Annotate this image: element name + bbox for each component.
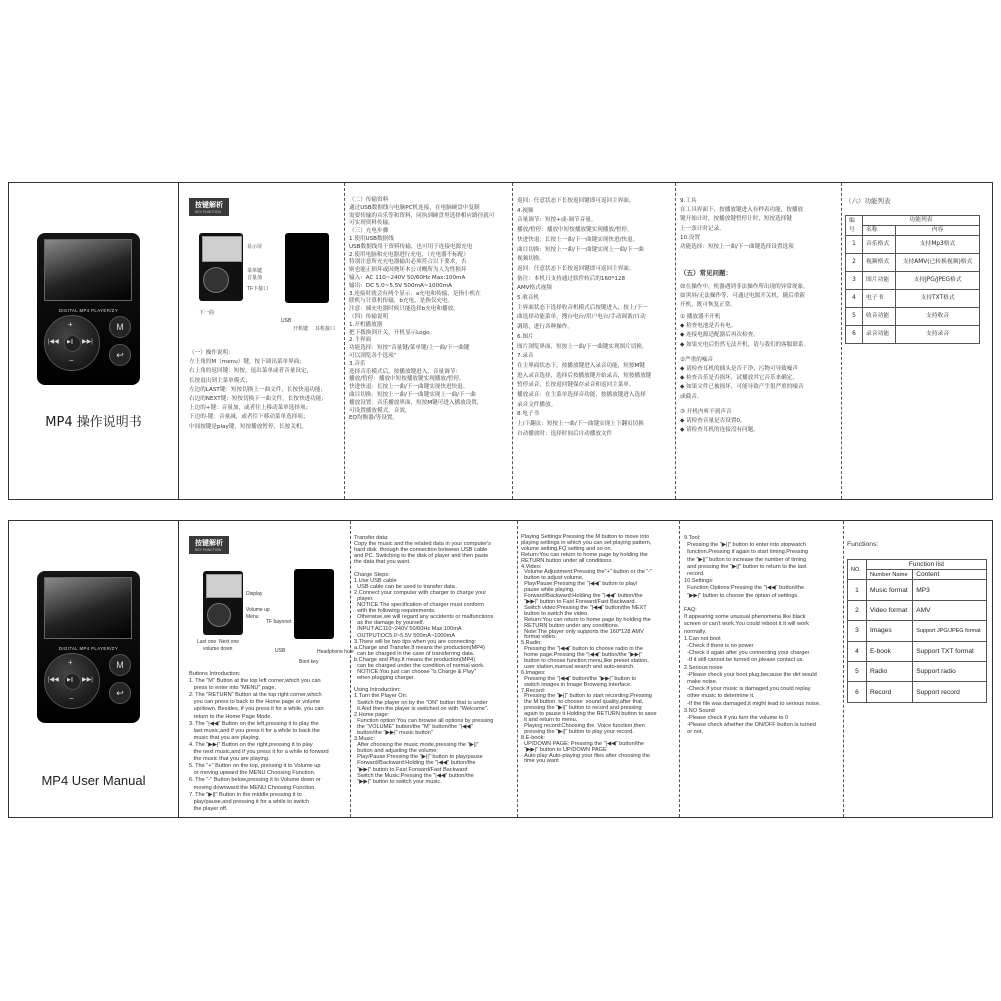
en-panel-keys: [189, 521, 354, 817]
cn-transfer-text: （二）传输资料 通过USB数据线与电脑PC机连接，在电脑硬盘中复制 需要传输的音乐等和资料，同执到硬盘里选择相应路径就可 可实现资料传输。 （三）充电步骤 1.使用USB数据线 USB数据线用于资料传输，也可用于连接电源充电 2.使用电脑和充电器进行充电，（充电器不标配） 特别注意所充充电器输出必须符合以下要求，否 则也能正损坏或因烧坏本公司概所为人为性损坏 输入：AC 110~240V 50/60Hz Max:100mA 输出：DC 5.0~5.5V 500mA~1000mA 3.连接时就会有两个显示：a充电和传输，是指小机在 联机与计算机传输，b充电，是指仅充电。 注意：插充电器时候只能选择b充电和播放。 （四）传输说明 1.开机播放器 把下拨换到开关，开机显示Logo。 2.主界面 功能选择：短按“音量键/菜单键/上一曲/下一曲键 可以浏览各个选项” 3.音乐 选择音乐模式后，按播放键进入，音量调节： 播放/暂停：播放中短按播放键实现播放/暂停。 快进快退：长按上一曲/下一曲键实现快进快退。 曲目切换：短按上一曲/下一曲键实现上一曲/下一曲 播放设置：音乐播放界面，短按M键可进入播放设置， 可设置播放模式，音效， EQ均衡器/等设置。: [349, 197, 495, 422]
en-label-display: Display: [246, 591, 263, 597]
play-pause-icon: ▶||: [67, 339, 74, 345]
table-row: 5 Radio Support radio: [848, 661, 987, 681]
en-manual-sheet: [8, 520, 993, 818]
table-row: 4 电子书 支持TXT格式: [846, 290, 980, 308]
cn-label-menu: 菜单键: [247, 268, 263, 274]
en-panel-transfer: [354, 521, 514, 817]
menu-m-icon: M: [109, 654, 131, 676]
en-player-wheel: [44, 653, 100, 709]
cn-label-up: 音量加: [247, 275, 263, 281]
en-panel-table: [847, 521, 992, 817]
cn-player-wheel: [44, 315, 100, 371]
cn-key-badge: 按键解析 KEY FUNCTION: [189, 198, 229, 218]
cn-faq-1-body: ◆ 检查电池是否有电。 ◆ 连接电源适配器后再次检查。 ◆ 如果充电后仍然无法开机，请与我们的客服联系。: [680, 323, 810, 348]
en-th-name: Number Name: [867, 570, 913, 580]
cn-key-text: （一）操作说明： 左上角的M（menu）键，按下调出菜单界面； 右上角的返回键：短按，退出菜单或者音量设定， 长按退出到主菜单模式； 左边的LAST键：短按切换上一曲文件，长按快退功能； 右边的NEXT键：短按切换下一曲文件，长按快进功能； 上边的+键：音量加，或者往上移动菜单选择项； 下边的-键：音量减，或者往下移动菜单选择项； 中间按键是play键，短按播放暂停，长按关机。: [189, 350, 327, 430]
cn-table-title: （六）功能列表: [845, 197, 891, 205]
cn-player-image: [37, 233, 140, 385]
en-table-title: Functions:: [847, 541, 879, 548]
en-functions-text: Playing Settings:Pressing the M button to move into playing settings in which you can set playing pattern, volume setting,FQ setting and so on. Return:You can return to home page by holding the RETURN button under all conditions. 4.Video: Volume Adjustment:Pressing the"+" button or the "-" button to adjust volume. Play/Pause:Pressing the "|◀◀" button to play/ pause while playing. Forward/Backward:Holding the "|◀◀" button/the "▶▶|" button to Fast Forward/Fast Backward. Switch video:Pressing the "|◀◀" button/the NEXT button to switch the video. Return:You can return to home page by holding the RETURN button under any conditions. Note:The player only supports the 160*128 AMV format video. 5.Radio: Pressing the "|◀◀" button to choose radio in the home page.Pressing the "|◀◀" button/the "▶▶|" button to choose function menu,like preset station, user station,manual search and auto-search. 6.Images: Pressing the "|◀◀" button/the "▶▶|" button to switch images in Image Browsing Interface. 7.Record: Pressing the "▶||" button to start recording.Pressing the M button to choose sound quality,after that, pressing the "▶||" button to record and pressing again to pause it.Holding the RETURN button to save it and return to menu. Playing record:Choosing the Voice function,then pressing the "▶||" button to play your record. 8.E-book: UP/DOWN PAGE: Pressing the "|◀◀" button/the "▶▶|" button to UP/DOWN PAGE Auto play:Auto-playing your files after choosing the time you want: [521, 534, 657, 765]
en-panel-faq: [684, 521, 839, 817]
cn-th-list: 功能列表: [863, 216, 980, 226]
next-icon: ▶▶|: [82, 677, 93, 683]
en-th-content: Content: [913, 570, 987, 580]
cn-faq-3-title: ③ 开机内听不到声音: [680, 408, 732, 415]
en-key-text: Buttons Introduction: 1. The "M" Button at the top left corner,which you can press to enter into "MENU" page. 2. The "RETURN" Button at the top right corner,which you can press to back to the Home page or volume up/down. Besides, if you press it for a while, you can return to the Home Page Mode. 3. The "|◀◀" Button on the left,pressing it to play the last music,and if you press it for a while to back the music that you are playing. 4. The "▶▶|" Button on the right,pressing it to play the next music,and if you press it for a while to forward the music that you are playing. 5. The "+" Button on the top, pressing it to Volume up or moving upward the MENU Choosing Function. 6. The "-" Button below,pressing it to Volume down or moving downward the MENU Choosing Function. 7. The "▶||" Button in the middle pressing it to play/pause,and pressing it for a while to switch the player off.: [189, 671, 329, 812]
en-label-tf: TF bayonet: [266, 619, 292, 625]
table-row: 1 音乐格式 支持Mp3格式: [846, 236, 980, 254]
cn-label-display: 显示屏: [247, 244, 263, 250]
en-faq-text: 9.Tool: Pressing the "▶||" button to enter into stopwatch function.Pressing it again to start timing.Pressing the "▶||" button to increase the number of timing and pressing the "▶||" button to return to the last record. 10.Settings: Function Options:Pressing the "|◀◀" button/the "▶▶|" button to choose the option of settings. FAQ: If appearing some unusual phenomena like black screen or can't work.You could reboot it.It will work normally. 1.Can not boot -Check if there is no power -Check it again after you connecting your charger -If it still cannot be turned on,please contact us. 2.Serious noise -Please check your boot plug,because the dirt would make noise. -Check if your music is damaged,you could replay other music to determine it. -If the file was damaged,it might lead to serious noise. 3.NO Sound -Please check if you turn the volume to 0 -Please check whether the ON/OFF button is turned or not.: [684, 535, 821, 736]
cn-panel-table: [845, 183, 990, 499]
en-function-table: [847, 559, 987, 703]
cn-faq-title: （五）常见问题：: [680, 269, 732, 277]
table-row: 2 Video format AMV: [848, 600, 987, 620]
cn-th-no: 编号: [846, 216, 863, 236]
en-label-usb: USB: [275, 648, 286, 654]
en-th-list: Function list: [867, 560, 987, 570]
cn-faq-intro: 如在操作中，机器遇到非法操作所出现的异常现象， 如黑屏/无法操作等，可通过电源开关机，随后重新 开机，既可恢复正常。: [680, 284, 809, 309]
cn-diagram-back: [285, 233, 329, 303]
en-th-no: NO.: [848, 560, 867, 580]
plus-icon: +: [68, 658, 73, 667]
cn-faq-list: [680, 313, 838, 435]
table-row: 2 视频格式 支持AMV(已转换视频)格式: [846, 254, 980, 272]
cn-faq-3-body: ◆ 请检查音量是否设置0。 ◆ 请检查耳机的连接没有问题。: [680, 418, 759, 434]
cn-function-table: [845, 215, 980, 344]
cn-faq-2-body: ◆ 请检查耳机的插头是否干净，污物可导致噪声 ◆ 检查音乐是否损坏，试播放其它音乐来确定。 ◆ 如果文件已被损坏，可能导致产生很严重的噪音 或截音。: [680, 366, 804, 400]
table-row: 4 E-book Support TXT format: [848, 641, 987, 661]
cn-faq-1-title: ① 播放器不开机: [680, 314, 721, 320]
table-row: 1 Music format MP3: [848, 580, 987, 600]
cn-label-usb: USB: [281, 318, 292, 324]
cn-th-content: 内容: [896, 226, 980, 236]
cn-faq-2-title: ②严重的噪音: [680, 356, 713, 363]
table-row: 3 Images Support JPG/JPEG format: [848, 621, 987, 641]
en-label-volume-down: volume down: [203, 646, 233, 652]
play-pause-icon: ▶||: [67, 677, 74, 683]
en-transfer-text: Transfer data: Copy the music and the related data in your computer's hard disk through the connection between USB cable and PC. Switching to the disk of player and then paste the data that you want. Charge Steps: 1.Use USB cable USB cable can be used to transfer data . 2.Connect your computer with charger to charge your player. NOTICE:The specification of charger must conform with the following requirements. Otherwise,we will regard any accidents or malfunctions as the damage by yourself. INPUT:AC110~240V 50/60Hz Max:100mA OUTPUT:DC5.0~5.5V 500mA~1000mA 3.There will be two tips when you are connecting: a.Charge and Transfer.It means the production(MP4) can be charged in the case of transferring data. b.Charge and Play.It means the production(MP4) can be charged under the condition of normal work. NOTICE:You just can choose "b.Charge & Play" when plugging charger. Using Introduction: 1.Turn the Player On: Switch the player on by the "ON" button that is under it.And then the player is switched on with "Welcome". 2.Home page: Function option:You can browse all options by pressing the "VOLUME" button/the "M" button/the "|◀◀" button/the "▶▶|" music button" 3.Music: After choosing the music mode,pressing the "▶||" button and adjusting the volume; Play/Pause:Pressing the "▶||" button to play/pause Forward/Backward:Holding the "|◀◀" button/the "▶▶|" button to Fast Forward/Fast Backward Switch the Music:Pressing the "|◀◀" button/the "▶▶|" button to switch your music.: [354, 535, 494, 785]
en-player-screen: [44, 577, 132, 639]
menu-m-icon: M: [109, 316, 131, 338]
cn-label-tf: TF卡接口: [247, 286, 269, 292]
cn-panel-faq: [680, 183, 838, 499]
cn-tools-text: 9.工具 在工具界面下，按播放键进入有秒表功能，按播放 键开始计时，按播放键暂停计时，短按选择键 上一条计时记录。 10.设置 功能选择：短按上一曲/下一曲键选择设置选项: [680, 198, 804, 251]
en-diagram-front: [203, 571, 243, 635]
cn-manual-sheet: [8, 182, 993, 500]
return-icon: ↩: [109, 344, 131, 366]
en-label-menu: Menu: [246, 614, 259, 620]
table-row: 6 录音功能 支持录音: [846, 326, 980, 344]
cn-label-next: 下一曲: [199, 310, 215, 316]
en-cover: [9, 521, 179, 817]
en-diagram-back: [294, 569, 334, 639]
cn-player-brand: DIGITAL MP4 PLAYER/ZY: [58, 308, 119, 313]
minus-icon: −: [69, 356, 74, 365]
cn-label-earphone: 耳机接口: [315, 326, 336, 332]
minus-icon: −: [69, 694, 74, 703]
en-key-badge: 按键解析 KEY FUNCTION: [189, 536, 229, 556]
cn-player-screen: [44, 239, 132, 301]
table-row: 3 图片功能 支持JPG/JPEG格式: [846, 272, 980, 290]
table-row: 5 收音功能 支持收音: [846, 308, 980, 326]
en-cover-title: MP4 User Manual: [41, 773, 146, 788]
return-icon: ↩: [109, 682, 131, 704]
cn-diagram-front: [199, 233, 243, 301]
cn-panel-keys: [189, 183, 339, 499]
en-label-headphone: Headphone hole: [317, 649, 354, 655]
en-panel-functions: [521, 521, 676, 817]
en-label-boot: Boot key: [299, 659, 319, 665]
en-label-volume-up: Volume up: [246, 607, 270, 613]
en-label-next: Next one: [219, 639, 240, 645]
table-row: 6 Record Support record: [848, 682, 987, 702]
cn-panel-transfer: [349, 183, 509, 499]
en-player-image: [37, 571, 140, 723]
previous-icon: |◀◀: [48, 677, 59, 683]
en-player-brand: DIGITAL MP4 PLAYER/ZY: [58, 646, 119, 651]
cn-th-name: 名称: [863, 226, 896, 236]
plus-icon: +: [68, 320, 73, 329]
en-label-last: Last one: [197, 639, 217, 645]
previous-icon: |◀◀: [48, 339, 59, 345]
cn-cover-title: MP4 操作说明书: [45, 415, 142, 430]
cn-panel-functions: [517, 183, 672, 499]
cn-label-power: 开机键: [293, 326, 309, 332]
cn-cover: [9, 183, 179, 499]
cn-functions-text: 返回：任意状态下长按返回键即可返回主界面。 4.视频 音量调节：短按+或-调节音量。 播放/暂停：播放中短按播放键实现播放/暂停。 快进快退：长按上一曲/下一曲键实现快进/快退。 曲目切换：短按上一曲/下一曲键实现上一曲/下一曲 视频切换。 返回：任意状态下长按返回键即可返回主界面。 备注：本机只支持通过软件转后的160*128 AMV格式视频 5.收音机 主界面状态下选择收音机模式后按键进入，按上/下一 曲选择功能菜单，搜台电台/用户电台/手动调谐/自动 调谐，进行各种操作。 6.图片 图片浏览界面，短按上一曲/下一曲键实现图片切换。 7.录音 在主界面状态下，按播放键进入录音功能，短按M键 进入录音选择，选择后按播放键开始录音，短按播放键 暂停录音，长按返回键保存录音和返回主菜单。 播放录音：在主菜单选择音功能，按播放键进入选择 录音文件播放。 8.电子书 上/下翻页：短按上一曲/下一曲键实现上下翻页切换 自动播放时：选择时间后自动播放文件: [517, 198, 652, 437]
next-icon: ▶▶|: [82, 339, 93, 345]
